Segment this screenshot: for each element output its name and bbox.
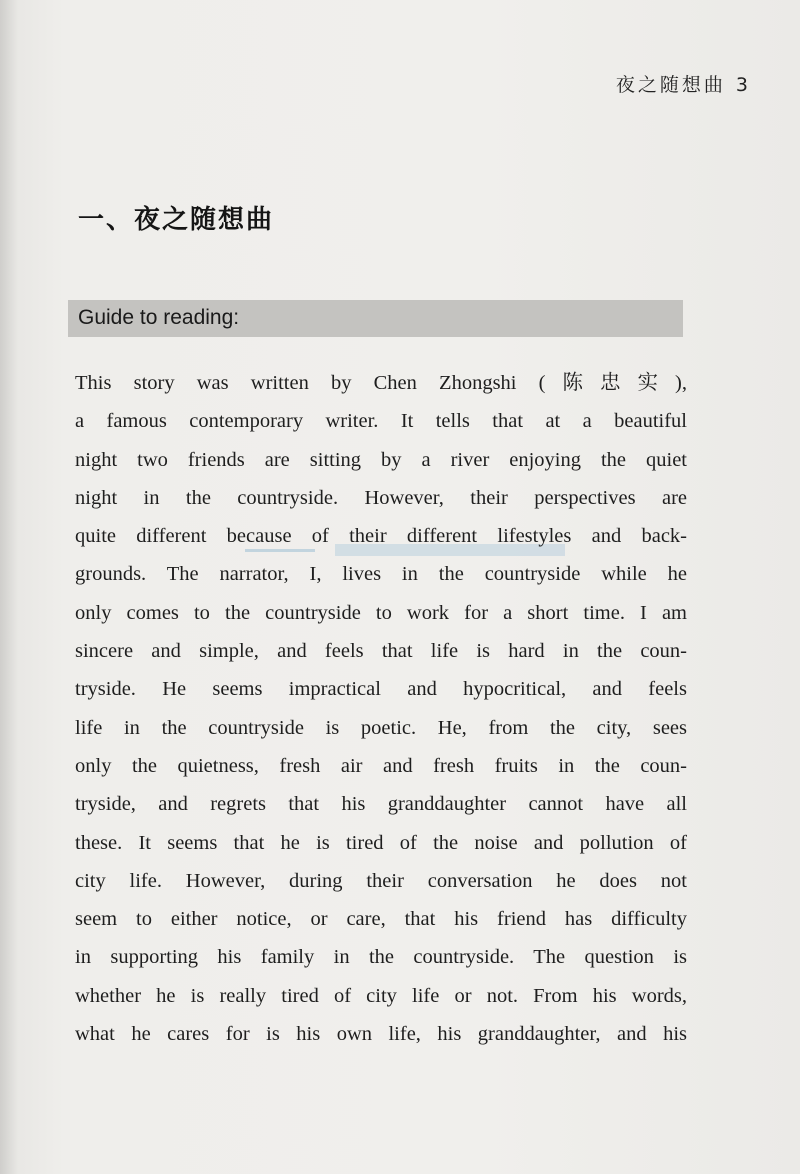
body-line: these. It seems that he is tired of the noise and pollution of xyxy=(75,831,687,854)
body-line: in supporting his family in the countryside. The question is xyxy=(75,946,687,969)
body-line: quite different because of their different lifestyles and back- xyxy=(75,525,687,548)
body-line: This story was written by Chen Zhongshi (陈忠实), xyxy=(75,372,687,394)
body-text xyxy=(75,364,687,1053)
body-line: city life. However, during their conversation he does not xyxy=(75,869,687,892)
body-line: night in the countryside. However, their perspectives are xyxy=(75,486,687,509)
body-line: what he cares for is his own life, his granddaughter, and his xyxy=(75,1023,687,1046)
body-line: a famous contemporary writer. It tells that at a beautiful xyxy=(75,410,687,433)
page-number: 3 xyxy=(735,74,748,96)
body-line: night two friends are sitting by a river enjoying the quiet xyxy=(75,448,687,471)
body-line: tryside, and regrets that his granddaughter cannot have all xyxy=(75,793,687,816)
chapter-title: 一、夜之随想曲 xyxy=(78,205,275,235)
spine-shadow xyxy=(0,0,18,1174)
body-line: whether he is really tired of city life or not. From his words, xyxy=(75,984,687,1007)
body-line: grounds. The narrator, I, lives in the countryside while he xyxy=(75,563,687,586)
guide-to-reading-label: Guide to reading: xyxy=(78,306,240,329)
guide-to-reading-bar xyxy=(68,300,683,337)
running-head xyxy=(616,70,748,97)
body-line: only comes to the countryside to work for a short time. I am xyxy=(75,601,687,624)
body-line: sincere and simple, and feels that life is hard in the coun- xyxy=(75,640,687,663)
body-line: seem to either notice, or care, that his friend has difficulty xyxy=(75,908,687,931)
body-line: only the quietness, fresh air and fresh fruits in the coun- xyxy=(75,754,687,777)
body-line: life in the countryside is poetic. He, from the city, sees xyxy=(75,716,687,739)
body-line: tryside. He seems impractical and hypocritical, and feels xyxy=(75,678,687,701)
running-head-title: 夜之随想曲 xyxy=(615,74,726,96)
